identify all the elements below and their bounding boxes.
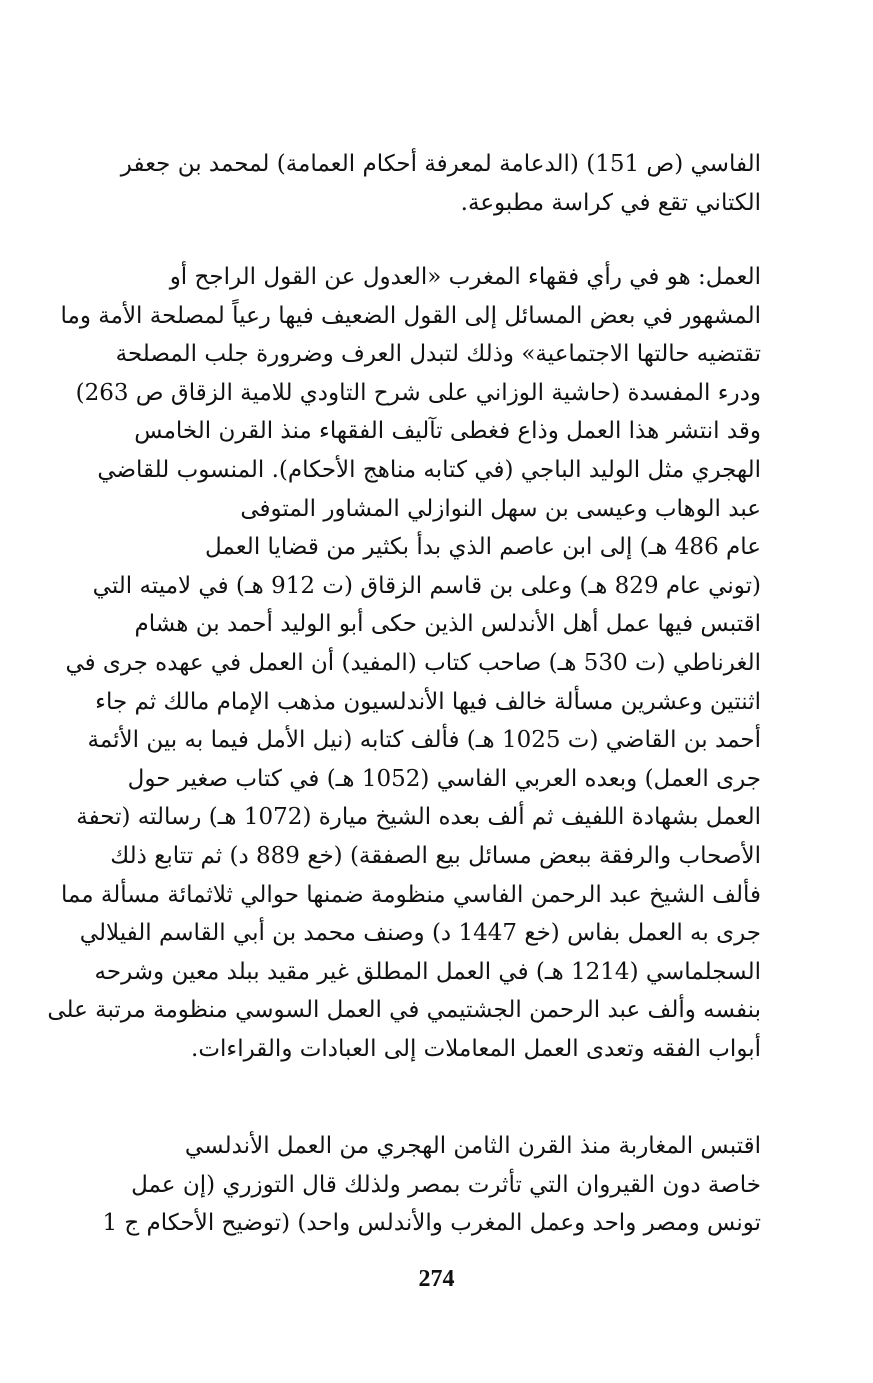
text-line: السجلماسي (1214 هـ) في العمل المطلق غير مقيد ببلد معين وشرحه <box>94 958 761 985</box>
paragraph-maghreb-andalus <box>78 1127 761 1243</box>
text-line: وقد انتشر هذا العمل وذاع فغطى تآليف الفقهاء منذ القرن الخامس <box>134 418 761 445</box>
text-line: ودرء المفسدة (حاشية الوزاني على شرح التاودي للامية الزقاق ص 263) <box>75 379 761 406</box>
text-line: فألف الشيخ عبد الرحمن الفاسي منظومة ضمنها حوالي ثلاثمائة مسألة مما <box>60 881 761 908</box>
text-line: الفاسي (ص 151) (الدعامة لمعرفة أحكام العمامة) لمحمد بن جعفر <box>120 151 761 177</box>
text-line: أبواب الفقه وتعدى العمل المعاملات إلى العبادات والقراءات. <box>191 1035 761 1062</box>
text-line: تقتضيه حالتها الاجتماعية» وذلك لتبدل العرف وضرورة جلب المصلحة <box>115 341 761 368</box>
text-line: الكتاني تقع في كراسة مطبوعة. <box>460 189 761 216</box>
text-line: تونس ومصر واحد وعمل المغرب والأندلس واحد) (توضيح الأحكام ج 1 <box>102 1210 761 1237</box>
text-line: اثنتين وعشرين مسألة خالف فيها الأندلسيون مذهب الإمام مالك ثم جاء <box>95 688 761 715</box>
page-number: 274 <box>418 1266 455 1292</box>
text-line: اقتبس المغاربة منذ القرن الثامن الهجري من العمل الأندلسي <box>184 1133 761 1159</box>
text-line: الهجري مثل الوليد الباجي (في كتابه مناهج الأحكام). المنسوب للقاضي <box>97 456 761 483</box>
paragraph-fasi-reference <box>78 145 761 222</box>
text-line: العمل: هو في رأي فقهاء المغرب «العدول عن القول الراجح أو <box>169 264 761 290</box>
text-line: جرى العمل) وبعده العربي الفاسي (1052 هـ) في كتاب صغير حول <box>127 765 761 792</box>
text-line: المشهور في بعض المسائل إلى القول الضعيف فيها رعياً لمصلحة الأمة وما <box>60 302 761 329</box>
text-line: الغرناطي (ت 530 هـ) صاحب كتاب (المفيد) أن العمل في عهده جرى في <box>65 649 761 676</box>
text-line: خاصة دون القيروان التي تأثرت بمصر ولذلك قال التوزري (إن عمل <box>131 1171 761 1198</box>
text-line: الأصحاب والرفقة ببعض مسائل بيع الصفقة) (خع 889 د) ثم تتابع ذلك <box>110 842 761 869</box>
text-line: أحمد بن القاضي (ت 1025 هـ) فألف كتابه (نيل الأمل فيما به بين الأئمة <box>87 727 761 754</box>
paragraph-amal-definition <box>47 258 761 1068</box>
text-line: بنفسه وألف عبد الرحمن الجشتيمي في العمل السوسي منظومة مرتبة على <box>47 997 761 1024</box>
text-line: جرى به العمل بفاس (خع 1447 د) وصنف محمد بن أبي القاسم الفيلالي <box>79 920 761 947</box>
text-line: عبد الوهاب وعيسى بن سهل النوازلي المشاور المتوفى <box>240 495 761 522</box>
text-line: اقتبس فيها عمل أهل الأندلس الذين حكى أبو الوليد أحمد بن هشام <box>134 611 761 638</box>
text-line: عام 486 هـ) إلى ابن عاصم الذي بدأ بكثير من قضايا العمل <box>205 534 761 561</box>
text-line: العمل بشهادة اللفيف ثم ألف بعده الشيخ ميارة (1072 هـ) رسالته (تحفة <box>76 804 761 831</box>
text-line: (توني عام 829 هـ) وعلى بن قاسم الزقاق (ت 912 هـ) في لاميته التي <box>92 572 761 599</box>
